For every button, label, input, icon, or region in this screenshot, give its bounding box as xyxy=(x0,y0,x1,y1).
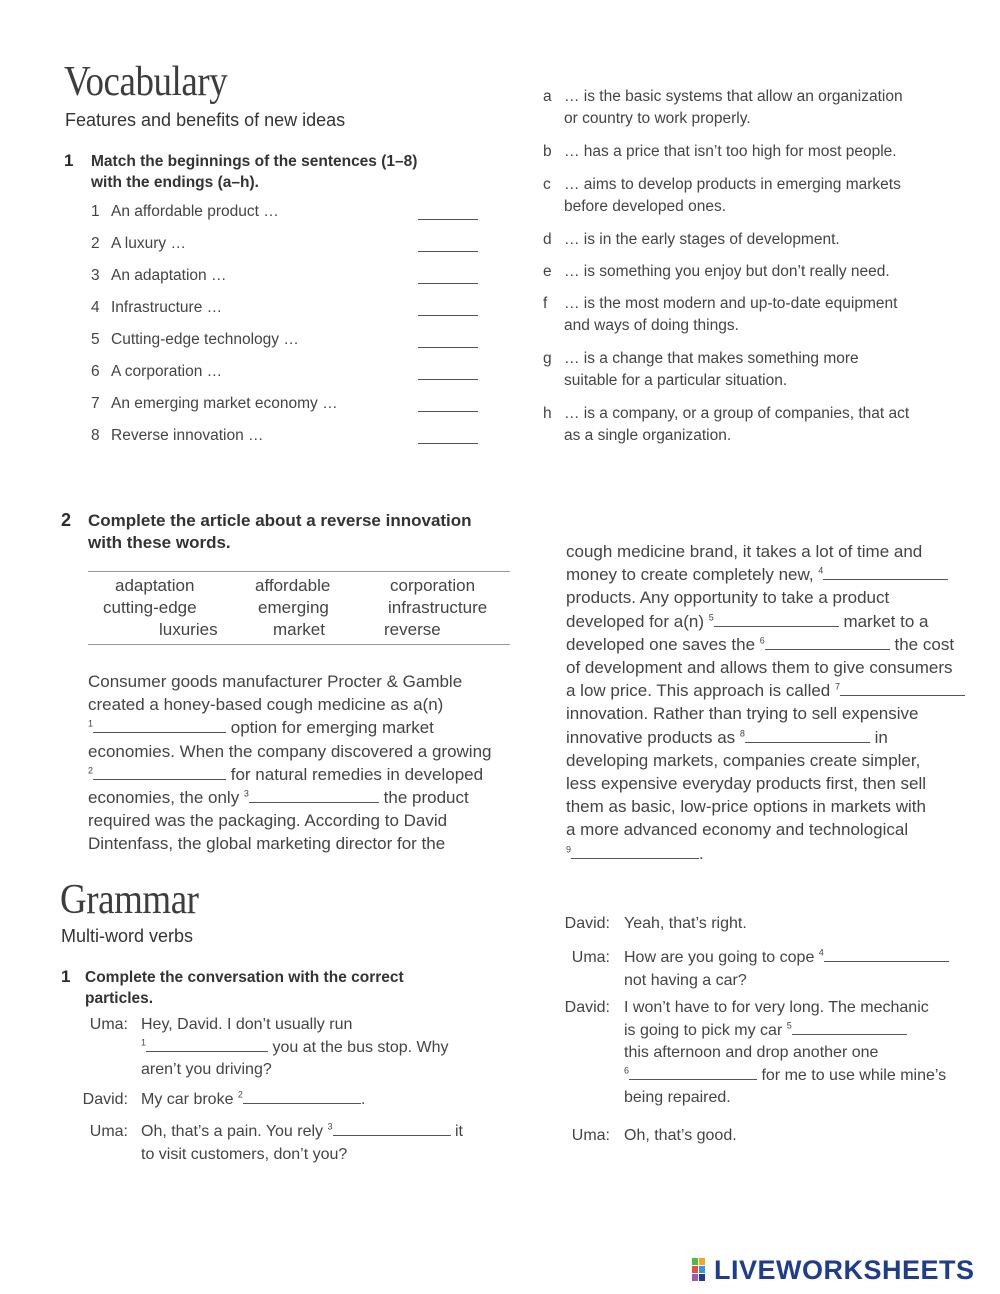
vocabulary-subtitle: Features and benefits of new ideas xyxy=(65,110,346,130)
ending-text: … is a change that makes something more suitable for a particular situation. xyxy=(564,350,859,389)
vocabulary-title: Vocabulary xyxy=(64,59,228,105)
exercise-number: 1 xyxy=(64,151,74,170)
answer-blank-2[interactable] xyxy=(243,1089,361,1104)
ending-letter: g xyxy=(543,350,552,367)
ending-letter: e xyxy=(543,263,552,280)
answer-blank-6[interactable] xyxy=(629,1065,757,1080)
ending-text: … is the most modern and up-to-date equipment and ways of doing things. xyxy=(564,295,898,334)
ending-letter: d xyxy=(543,231,552,248)
exercise-number: 2 xyxy=(61,510,72,530)
answer-blank-6[interactable] xyxy=(765,635,890,650)
answer-blank-1[interactable] xyxy=(418,219,478,220)
speaker-label: David: xyxy=(564,915,610,932)
speech-text: How are you going to cope $^4$ not having a car? xyxy=(624,947,984,992)
list-item: 3 An adaptation … xyxy=(91,267,227,284)
grammar-subtitle: Multi-word verbs xyxy=(61,926,194,946)
word-box-item: luxuries xyxy=(159,620,218,639)
ending-letter: b xyxy=(543,143,552,160)
answer-blank-7[interactable] xyxy=(840,681,965,696)
ending-letter: a xyxy=(543,88,552,105)
liveworksheets-logo-icon xyxy=(692,1258,714,1282)
speaker-label: Uma: xyxy=(89,1016,128,1033)
ending-text: … aims to develop products in emerging markets before developed ones. xyxy=(564,176,901,215)
answer-blank-5[interactable] xyxy=(792,1020,907,1035)
word-box-item: reverse xyxy=(384,620,441,639)
exercise-instruction: Complete the article about a reverse innovation with these words. xyxy=(88,511,472,552)
list-item: 8 Reverse innovation … xyxy=(91,427,264,444)
speech-text: Oh, that’s good. xyxy=(624,1127,737,1144)
word-box-item: affordable xyxy=(255,576,331,595)
ending-text: … is the basic systems that allow an organization or country to work properly. xyxy=(564,88,903,127)
word-box-item: corporation xyxy=(390,576,476,595)
list-item: 4 Infrastructure … xyxy=(91,299,223,316)
answer-blank-8[interactable] xyxy=(745,728,870,743)
speaker-label: David: xyxy=(564,999,610,1016)
speech-text: Yeah, that’s right. xyxy=(624,915,747,932)
ending-text: … is a company, or a group of companies, that act as a single organization. xyxy=(564,405,910,444)
word-box-item: market xyxy=(273,620,325,639)
ending-text: … is in the early stages of development. xyxy=(564,231,840,248)
list-item: 5 Cutting-edge technology … xyxy=(91,331,299,348)
speaker-label: David: xyxy=(82,1091,128,1108)
answer-blank-2[interactable] xyxy=(93,765,226,780)
answer-blank-3[interactable] xyxy=(249,788,379,803)
ending-letter: h xyxy=(543,405,552,422)
ending-text: … has a price that isn’t too high for most people. xyxy=(564,143,897,160)
ending-letter: f xyxy=(543,295,548,312)
answer-blank-4[interactable] xyxy=(824,947,949,962)
answer-blank-5[interactable] xyxy=(418,347,478,348)
ending-letter: c xyxy=(543,176,551,193)
liveworksheets-logo-text: LIVEWORKSHEETS xyxy=(714,1254,975,1285)
ending-text: … is something you enjoy but don’t really need. xyxy=(564,263,890,280)
answer-blank-4[interactable] xyxy=(823,565,948,580)
list-item: 6 A corporation … xyxy=(91,363,223,380)
liveworksheets-logo xyxy=(692,1256,975,1284)
answer-blank-1[interactable] xyxy=(146,1037,268,1052)
article-left-column: Consumer goods manufacturer Procter & Gamble created a honey-based cough medicine as a(n) $^1$ option for emerging market economies. When the company discovered a growing $^2$ for natural remedies in developed economies, the only $^3$ the product required was the packaging. According to David Dintenfass, the global marketing director for the xyxy=(88,672,492,854)
list-item: 1 An affordable product … xyxy=(91,203,279,220)
exercise-instruction: Match the beginnings of the sentences (1–8) with the endings (a–h). xyxy=(91,153,418,191)
word-box-item: adaptation xyxy=(115,576,195,595)
word-box-item: cutting-edge xyxy=(103,598,197,617)
answer-blank-1[interactable] xyxy=(93,718,226,733)
list-item: 7 An emerging market economy … xyxy=(91,395,338,412)
speech-text: Hey, David. I don’t usually run $^1$ you at the bus stop. Why aren’t you driving? xyxy=(141,1016,449,1078)
exercise-instruction: Complete the conversation with the correct particles. xyxy=(85,969,404,1007)
word-box-item: infrastructure xyxy=(388,598,488,617)
speech-text: I won’t have to for very long. The mechanic is going to pick my car $^5$ this afternoon and drop another one $^6$ for me to use while mine’s being repaired. xyxy=(624,999,947,1106)
grammar-title: Grammar xyxy=(60,877,199,923)
answer-blank-5[interactable] xyxy=(714,612,839,627)
word-box xyxy=(88,571,510,645)
word-box-item: emerging xyxy=(258,598,329,617)
exercise-number: 1 xyxy=(61,967,71,986)
speaker-label: Uma: xyxy=(571,949,610,966)
article-right-column: cough medicine brand, it takes a lot of time and money to create completely new, $^4$ products. Any opportunity to take a product developed for a(n) $^5$ market to a developed one saves the $^6$ the cost of development and allows them to give consumers a low price. This approach is called $^7$ innovation. Rather than trying to sell expensive innovative products as $^8$ in developing markets, companies create simpler, less expensive everyday products first, then sell them as basic, low-price options in markets with a more advanced economy and technological $^9$ . xyxy=(566,540,976,865)
speech-text: Oh, that’s a pain. You rely $^3$ it to visit customers, don’t you? xyxy=(141,1121,463,1163)
list-item: 2 A luxury … xyxy=(91,235,186,252)
answer-blank-3[interactable] xyxy=(333,1121,451,1136)
answer-blank-6[interactable] xyxy=(418,379,478,380)
answer-blank-9[interactable] xyxy=(571,844,699,859)
answer-blank-7[interactable] xyxy=(418,411,478,412)
speaker-label: Uma: xyxy=(89,1123,128,1140)
answer-blank-4[interactable] xyxy=(418,315,478,316)
answer-blank-8[interactable] xyxy=(418,443,478,444)
speech-text: My car broke $^2$ . xyxy=(141,1089,366,1108)
answer-blank-3[interactable] xyxy=(418,283,478,284)
speaker-label: Uma: xyxy=(571,1127,610,1144)
answer-blank-2[interactable] xyxy=(418,251,478,252)
